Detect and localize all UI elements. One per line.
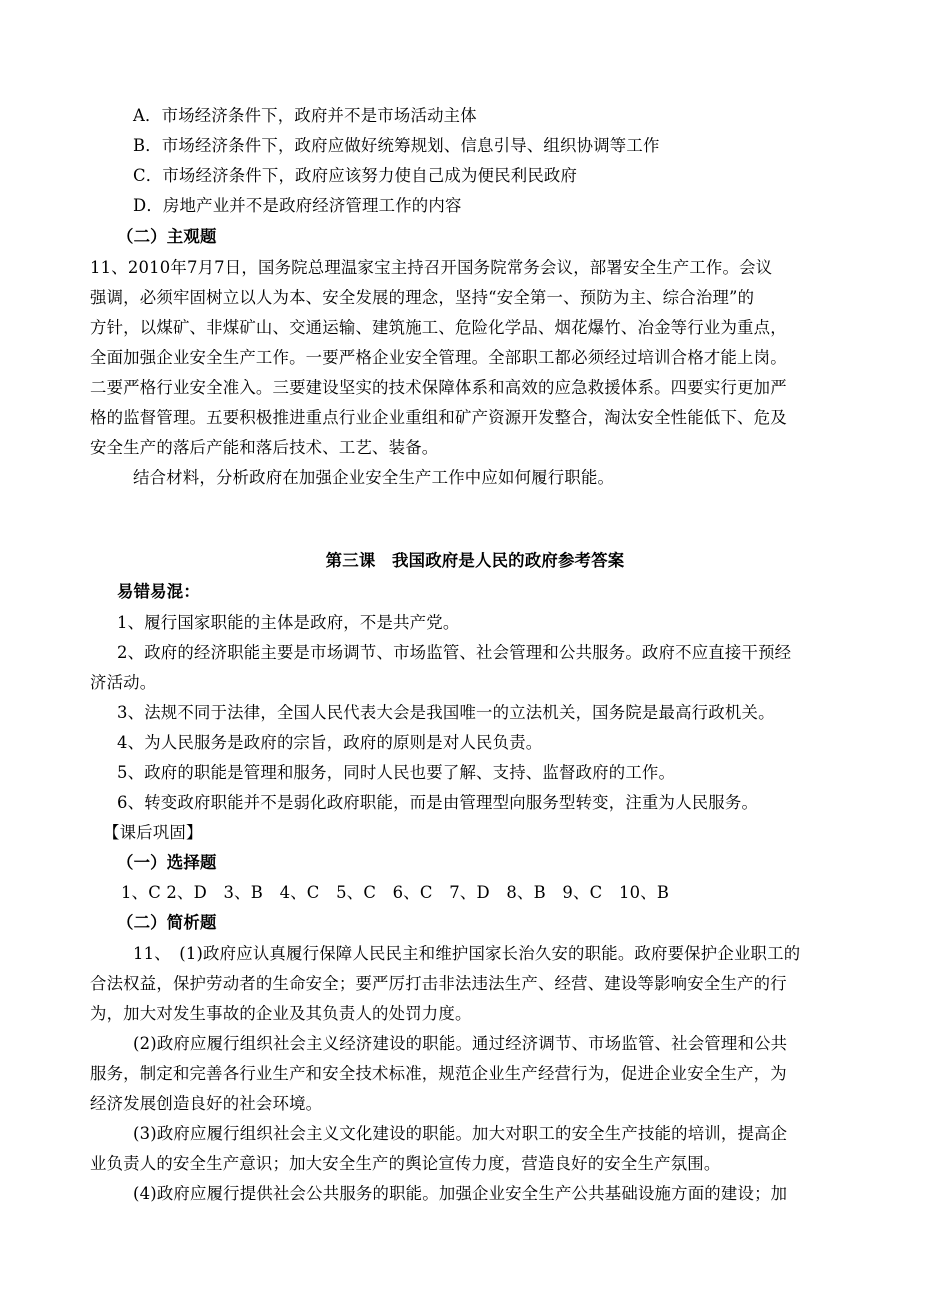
question-11-line: 方针，以煤矿、非煤矿山、交通运输、建筑施工、危险化学品、烟花爆竹、冶金等行业为重点， [90,318,787,337]
confusion-item: 5、政府的职能是管理和服务，同时人民也要了解、支持、监督政府的工作。 [117,763,676,782]
question-11-line: 强调，必须牢固树立以人为本、安全发展的理念，坚持“安全第一、预防为主、综合治理”的 [90,288,755,307]
option-d: D．房地产业并不是政府经济管理工作的内容 [133,196,462,215]
option-b: B．市场经济条件下，政府应做好统筹规划、信息引导、组织协调等工作 [133,136,660,155]
question-11-prompt: 结合材料，分析政府在加强企业安全生产工作中应如何履行职能。 [133,468,615,487]
analysis-answer-line: 服务，制定和完善各行业生产和安全技术标准，规范企业生产经营行为，促进企业安全生产，为 [90,1064,787,1083]
confusion-item-continued: 济活动。 [90,673,157,692]
section-heading-analysis: （二）简析题 [117,913,217,932]
answer-key-title: 第三课 我国政府是人民的政府参考答案 [325,551,625,570]
question-11-line: 全面加强企业安全生产工作。一要严格企业安全管理。全部职工都必须经过培训合格才能上岗。 [90,348,787,367]
confusion-item: 6、转变政府职能并不是弱化政府职能，而是由管理型向服务型转变，注重为人民服务。 [117,793,759,812]
analysis-answer-line: 为，加大对发生事故的企业及其负责人的处罚力度。 [90,1004,472,1023]
section-heading-subjective: （二）主观题 [117,227,217,246]
analysis-answer-line: 经济发展创造良好的社会环境。 [90,1094,323,1113]
analysis-answer-line: 11、 (1)政府应认真履行保障人民民主和维护国家长治久安的职能。政府要保护企业职工的 [133,944,801,963]
analysis-answer-line: (2)政府应履行组织社会主义经济建设的职能。通过经济调节、市场监管、社会管理和公共 [133,1034,788,1053]
question-11-line: 11、2010年7月7日，国务院总理温家宝主持召开国务院常务会议，部署安全生产工作。会议 [90,258,773,277]
section-heading-confusions: 易错易混： [117,582,200,601]
section-heading-consolidation: 【课后巩固】 [103,823,203,842]
question-11-line: 格的监督管理。五要积极推进重点行业企业重组和矿产资源开发整合，淘汰安全性能低下、危及 [90,408,787,427]
analysis-answer-line: (4)政府应履行提供社会公共服务的职能。加强企业安全生产公共基础设施方面的建设；加 [133,1184,788,1203]
confusion-item: 3、法规不同于法律，全国人民代表大会是我国唯一的立法机关，国务院是最高行政机关。 [117,703,775,722]
question-11-line: 安全生产的落后产能和落后技术、工艺、装备。 [90,438,439,457]
analysis-answer-line: (3)政府应履行组织社会主义文化建设的职能。加大对职工的安全生产技能的培训，提高企 [133,1124,788,1143]
option-c: C．市场经济条件下，政府应该努力使自己成为便民利民政府 [133,166,578,185]
question-11-line: 二要严格行业安全准入。三要建设坚实的技术保障体系和高效的应急救援体系。四要实行更加严 [90,378,787,397]
confusion-item: 1、履行国家职能的主体是政府，不是共产党。 [117,613,460,632]
confusion-item: 2、政府的经济职能主要是市场调节、市场监管、社会管理和公共服务。政府不应直接干预经 [117,643,792,662]
analysis-answer-line: 业负责人的安全生产意识；加大安全生产的舆论宣传力度，营造良好的安全生产氛围。 [90,1154,721,1173]
option-a: A．市场经济条件下，政府并不是市场活动主体 [133,106,477,125]
choice-answers: 1、C 2、D 3、B 4、C 5、C 6、C 7、D 8、B 9、C 10、B [121,883,670,902]
section-heading-choice: （一）选择题 [117,853,217,872]
confusion-item: 4、为人民服务是政府的宗旨，政府的原则是对人民负责。 [117,733,543,752]
analysis-answer-line: 合法权益，保护劳动者的生命安全；要严厉打击非法违法生产、经营、建设等影响安全生产的行 [90,974,787,993]
